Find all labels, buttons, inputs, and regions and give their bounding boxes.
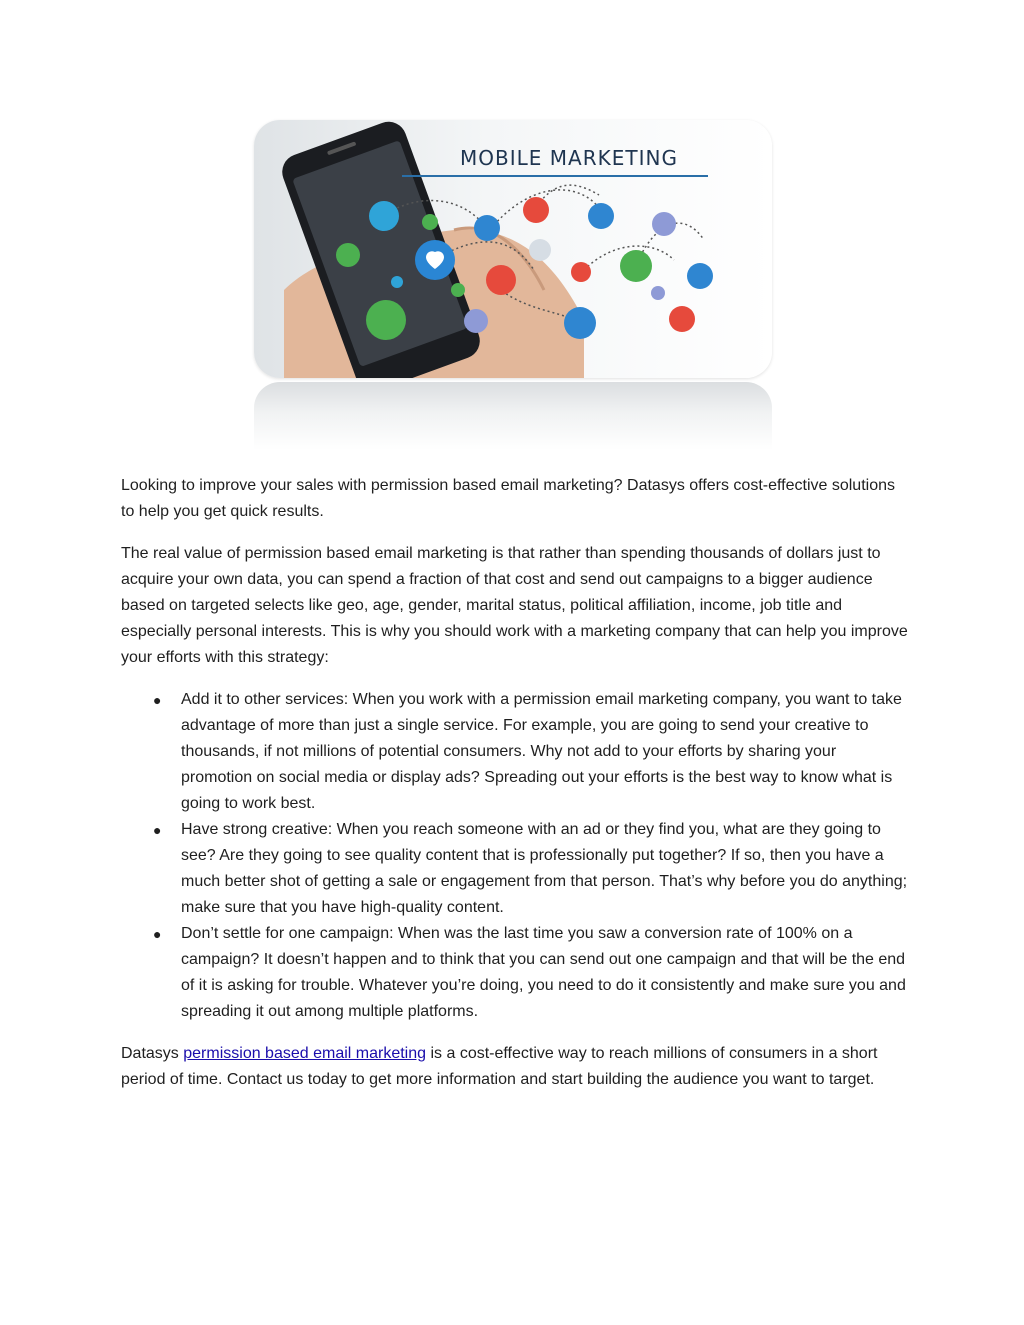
list-item-text: Add it to other services: When you work with a permission email marketing company, you want to take advantage of more than just a single service. For example, you are going to send your creative to thousands, if not millions of potential consumers. Why not add to your efforts by sharing your promotion on social media or display ads? Spreading out your efforts is the best way to know what is going to work best. <box>181 691 902 812</box>
hero-title-underline <box>402 175 708 177</box>
list-item <box>121 817 911 921</box>
email-icon <box>523 197 549 223</box>
document-icon <box>652 212 676 236</box>
closing-paragraph <box>121 1041 911 1093</box>
list-item <box>121 687 911 817</box>
tablet-icon <box>366 300 406 340</box>
hero-reflection <box>254 382 772 450</box>
mobile-marketing-illustration <box>254 120 772 378</box>
info-icon <box>588 203 614 229</box>
article-body <box>121 473 911 1109</box>
hero-image <box>254 120 772 450</box>
list-item <box>121 921 911 1025</box>
calculator-icon <box>564 307 596 339</box>
closing-trailing-text: is a cost-effective way to reach millions of consumers in a short period of time. Contact us today to get more information and start building the audience you want to target. <box>121 1045 878 1088</box>
list-item-text: Have strong creative: When you reach someone with an ad or they find you, what are they going to see? Are they going to see quality content that is professionally put together? If so, then you have a much better shot of getting a sale or engagement from that person. That’s why before you do anything; make sure that you have high-quality content. <box>181 821 908 916</box>
hero-title: MOBILE MARKETING <box>460 146 678 170</box>
bullet-icon: ● <box>153 822 162 838</box>
list-item-text: Don’t settle for one campaign: When was the last time you saw a conversion rate of 100% on a campaign? It doesn’t happen and to think that you can send out one campaign and that will be the end of it is asking for trouble. Whatever you’re doing, you need to do it consistently and make sure you and spreading it out among multiple platforms. <box>181 925 906 1020</box>
user-icon <box>336 243 360 267</box>
user-alert-icon <box>486 265 516 295</box>
alert-icon <box>669 306 695 332</box>
bullet-icon: ● <box>153 692 162 708</box>
monitor-icon <box>620 250 652 282</box>
headset-icon <box>687 263 713 289</box>
email-marketing-link[interactable]: permission based email marketing <box>183 1045 427 1062</box>
bullet-icon: ● <box>153 926 162 942</box>
chart-icon <box>529 239 551 261</box>
screen-icon <box>464 309 488 333</box>
intro-paragraph: Looking to improve your sales with permission based email marketing? Datasys offers cost-effective solutions to help you get quick results. <box>121 477 895 520</box>
closing-lead-text: Datasys <box>121 1045 184 1062</box>
value-paragraph: The real value of permission based email marketing is that rather than spending thousands of dollars just to acquire your own data, you can spend a fraction of that cost and send out campaigns to a bigger audience based on targeted selects like geo, age, gender, marital status, political affiliation, income, job title and especially personal interests. This is why you should work with a marketing company that can help you improve your efforts with this strategy: <box>121 545 908 666</box>
strategy-list <box>121 687 911 1025</box>
globe-icon <box>369 201 399 231</box>
network-icon <box>474 215 500 241</box>
